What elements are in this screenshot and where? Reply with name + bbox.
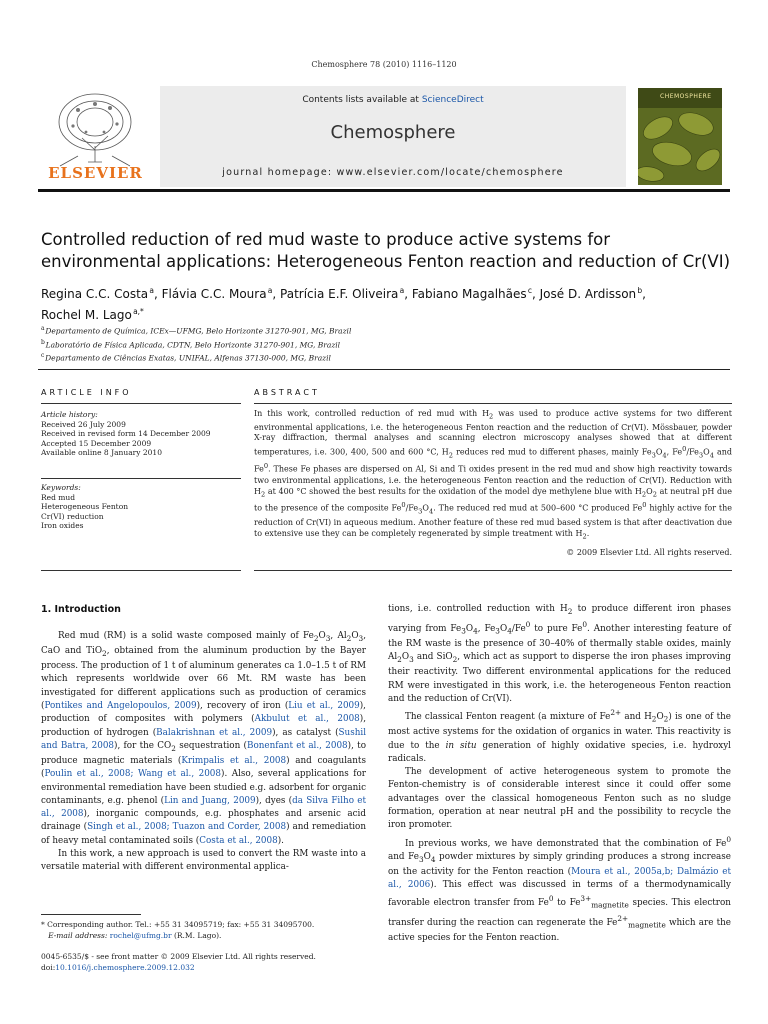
author-affil-mark[interactable]: a: [399, 286, 405, 295]
paragraph: Red mud (RM) is a solid waste composed mainly of $Fe_2O_3$, $Al_2O_3$, CaO and TiO$_2$, obtained from the aluminum production by the Bayer process. The production of 1 t of aluminum generates ca 1.0–1.5 t of RM which represents worldwide over 66 Mt. RM waste has been investigated for different applications such as production of ceramics (Pontikes and Angelopoulos, 2009), recovery of iron (Liu et al., 2009), production of composites with polymers (Akbulut et al., 2008), production of hydrogen (Balakrishnan et al., 2009), as catalyst (Sushil and Batra, 2008), for the $CO_2$ sequestration (Bonenfant et al., 2008), to produce magnetic materials (Krimpalis et al., 2008) and coagulants (Poulin et al., 2008; Wang et al., 2008). Also, several applications for environmental remediation have been studied e.g. adsorbent for organic contaminants, e.g. phenol (Lin and Juang, 2009), dyes (da Silva Filho et al., 2008), inorganic compounds, e.g. phosphates and arsenic acid drainage (Singh et al., 2008; Tuazon and Corder, 2008) and remediation of heavy metal contaminated soils (Costa et al., 2008).: [41, 631, 367, 846]
author-list: Regina C.C. Costa $^a$, Flávia C.C. Moura $^a$, Patrícia E.F. Oliveira $^a$, Fabiano Magalhães $^c$, José D. Ardisson $^b$, Rochel M. Lago $^{a,*}$: [41, 286, 646, 322]
citation-link[interactable]: Liu et al., 2009: [288, 700, 360, 711]
email-link[interactable]: rochel@ufmg.br: [109, 931, 172, 940]
citation-link[interactable]: Singh et al., 2008; Tuazon and Corder, 2008: [87, 822, 287, 833]
citation-link[interactable]: Krimpalis et al., 2008: [181, 755, 287, 766]
keywords-label: Keywords:: [41, 483, 81, 492]
history-label: Article history:: [41, 410, 98, 419]
corresponding-line: * Corresponding author. Tel.: +55 31 34095719; fax: +55 31 34095700.: [41, 920, 315, 929]
history-item: Received 26 July 2009: [41, 419, 126, 429]
doi-line: doi:10.1016/j.chemosphere.2009.12.032: [41, 962, 195, 972]
author-affil-mark[interactable]: a,*: [133, 307, 144, 316]
body-column-right: [388, 603, 731, 946]
citation-link[interactable]: Sushil and Batra, 2008: [41, 727, 367, 751]
paragraph: In previous works, we have demonstrated that the combination of Fe$^0$ and $Fe_3O_4$ powder mixtures by simply grinding produces a strong increase on the activity for the Fenton reaction (Moura et al., 2005a,b; Dalmázio et al., 2006). This effect was discussed in terms of a thermodynamically favorable electron transfer from Fe$^0$ to $Fe^{3+}_{magnetite}$ species. This electron transfer during the reaction can regenerate the $Fe^{2+}_{magnetite}$ which are the active species for the Fenton reaction.: [388, 834, 731, 944]
divider: [41, 403, 241, 404]
abstract-text: In this work, controlled reduction of red mud with $H_2$ was used to produce active systems for two different environmental applications, i.e. the heterogeneous Fenton reaction and the reduction of Cr(VI). Mössbauer, powder X-ray diffraction, thermal analyses and scanning electron microscopy analyses showed that at different temperatures, i.e. 300, 400, 500 and 600 °C, $H_2$ reduces red mud to different phases, mainly $Fe_3O_4$, $Fe^0/Fe_3O_4$ and Fe$^0$. These Fe phases are dispersed on Al, Si and Ti oxides present in the red mud and show high reactivity towards two environmental applications, i.e. the heterogeneous Fenton reaction and the reduction of Cr(VI). Reduction with $H_2$ at 400 °C showed the best results for the oxidation of the model dye methylene blue with $H_2O_2$ at neutral pH due to the presence of the composite $Fe^0/Fe_3O_4$. The reduced red mud at 500–600 °C produced Fe$^0$ highly active for the reduction of Cr(VI) in aqueous medium. Another feature of these red mud based system is that after deactivation due to extensive use they can be completely regenerated by simple treatment with $H_2$.: [254, 409, 733, 541]
citation-link[interactable]: Moura et al., 2005a,b; Dalmázio et al., 2006: [388, 866, 731, 891]
contents-line: [160, 95, 626, 105]
citation-link[interactable]: Lin and Juang, 2009: [164, 795, 256, 806]
history-item: Accepted 15 December 2009: [41, 438, 152, 448]
author-affil-mark[interactable]: b: [637, 286, 643, 295]
title-line: Controlled reduction of red mud waste to produce active systems for: [41, 230, 611, 249]
article-title: [41, 229, 731, 273]
keyword: Iron oxides: [41, 521, 84, 531]
issn-line: 0045-6535/$ - see front matter © 2009 Elsevier Ltd. All rights reserved.: [41, 952, 316, 961]
author-name: José D. Ardisson: [539, 287, 637, 301]
author-affil-mark[interactable]: c: [527, 286, 532, 295]
author-name: Rochel M. Lago: [41, 308, 132, 322]
section-heading: 1. Introduction: [41, 604, 121, 615]
article-info-heading: ARTICLE INFO: [41, 388, 132, 397]
author-affil-mark[interactable]: a: [267, 286, 273, 295]
history-item: Received in revised form 14 December 2009: [41, 429, 211, 439]
citation-link[interactable]: Balakrishnan et al., 2009: [156, 727, 273, 738]
author-affil-mark[interactable]: a: [149, 286, 154, 295]
contents-prefix: Contents lists available at: [302, 95, 422, 105]
author-name: Patrícia E.F. Oliveira: [280, 287, 399, 301]
citation-link[interactable]: Bonenfant et al., 2008: [246, 740, 348, 751]
divider: [254, 403, 732, 404]
article-history: [41, 410, 241, 458]
doi-link[interactable]: 10.1016/j.chemosphere.2009.12.032: [55, 962, 195, 972]
author-name: Regina C.C. Costa: [41, 287, 149, 301]
title-line: environmental applications: Heterogeneous Fenton reaction and reduction of Cr(VI): [41, 252, 731, 271]
citation-link[interactable]: da Silva Filho et al., 2008: [41, 795, 366, 820]
keyword: Cr(VI) reduction: [41, 511, 104, 521]
corresponding-author-footnote: [41, 919, 366, 941]
email-line: E-mail address: rochel@ufmg.br (R.M. Lago).: [48, 931, 222, 940]
abstract-heading: ABSTRACT: [254, 388, 320, 397]
affiliation: $^c$ Departamento de Ciências Exatas, UNIFAL, Alfenas 37130-000, MG, Brazil: [41, 352, 331, 363]
keywords: [41, 483, 241, 531]
author-name: Flávia C.C. Moura: [161, 287, 267, 301]
sciencedirect-link[interactable]: ScienceDirect: [421, 95, 484, 105]
abstract-copyright: © 2009 Elsevier Ltd. All rights reserved.: [566, 548, 732, 557]
citation-link[interactable]: Poulin et al., 2008; Wang et al., 2008: [44, 769, 222, 780]
section-divider: [38, 369, 730, 370]
citation-link[interactable]: Akbulut et al., 2008: [254, 714, 360, 725]
affiliation: $^b$ Laboratório de Física Aplicada, CDTN, Belo Horizonte 31270-901, MG, Brazil: [41, 338, 341, 349]
history-item: Available online 8 January 2010: [41, 448, 162, 458]
front-matter-footer: [41, 952, 366, 973]
keyword: Red mud: [41, 492, 76, 502]
cover-title-text: CHEMOSPHERE: [660, 93, 712, 100]
keyword: Heterogeneous Fenton: [41, 502, 129, 512]
paragraph: The classical Fenton reagent (a mixture of $Fe^{2+}$ and $H_2O_2$) is one of the most active systems for the oxidation of organics in water. This reactivity is due to the in situ generation of highly oxidative species, i.e. hydroxyl radicals.: [388, 708, 731, 764]
citation-link[interactable]: Pontikes and Angelopoulos, 2009: [44, 700, 197, 711]
citation-link[interactable]: Costa et al., 2008: [199, 835, 278, 846]
author-name: Fabiano Magalhães: [411, 287, 527, 301]
body-column-left: [41, 630, 366, 875]
paragraph: tions, i.e. controlled reduction with $H_2$ to produce different iron phases varying from $Fe_3O_4$, $Fe_3O_4/Fe^0$ to pure Fe$^0$. Another interesting feature of the RM waste is the presence of 30–40% of thermally stable oxides, mainly $Al_2O_3$ and SiO$_2$, which act as support to disperse the iron phases improving their reactivity. Two different environmental applications for the reduced RM were investigated in this work, i.e. the heterogeneous Fenton reaction and the reduction of Cr(VI).: [388, 604, 732, 704]
footnote-divider: [41, 914, 141, 915]
journal-name: Chemosphere: [330, 122, 456, 143]
paragraph: In this work, a new approach is used to convert the RM waste into a versatile material with different environmental applica-: [41, 849, 366, 873]
affiliation: $^a$ Departamento de Química, ICEx—UFMG, Belo Horizonte 31270-901, MG, Brazil: [41, 325, 352, 336]
paragraph: The development of active heterogeneous system to promote the Fenton-chemistry is of considerable interest since it could offer some advantages over the classical homogeneous Fenton such as no sludge formation, operation at near neutral pH and the possibility to recycle the iron promoter.: [388, 767, 731, 831]
elsevier-wordmark: ELSEVIER: [48, 164, 143, 182]
divider: [41, 478, 241, 479]
journal-cover-thumbnail: [638, 88, 722, 185]
divider: [254, 570, 732, 571]
divider: [41, 570, 241, 571]
journal-homepage[interactable]: journal homepage: www.elsevier.com/locate/chemosphere: [222, 167, 564, 178]
header-divider: [38, 189, 730, 192]
journal-citation: Chemosphere 78 (2010) 1116–1120: [311, 60, 457, 69]
affiliations: [41, 323, 731, 364]
